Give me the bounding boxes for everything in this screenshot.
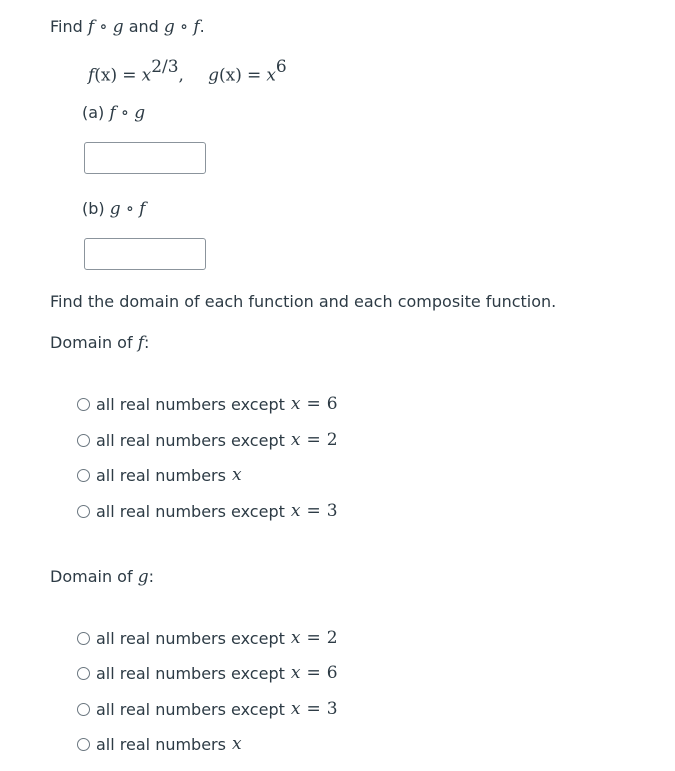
g-def-arg: (x)	[219, 65, 242, 86]
part-b-answer-input[interactable]	[84, 238, 206, 270]
g-def-base: x	[266, 65, 276, 86]
option-var: x	[231, 465, 242, 485]
g-def-name: g	[208, 65, 220, 86]
compose-operator: ∘	[120, 103, 130, 123]
f-def-equals: =	[122, 65, 137, 86]
option-value: 2	[326, 430, 338, 450]
g-def-equals: =	[246, 65, 262, 86]
f-def-name: f	[88, 65, 95, 86]
domain-g-label	[50, 567, 154, 587]
option-text: all real numbers except	[96, 394, 285, 414]
compose-operator: ∘	[99, 17, 108, 37]
compose-operator: ∘	[125, 199, 135, 219]
part-a-answer-input[interactable]	[84, 142, 206, 174]
option-text: all real numbers except	[96, 699, 285, 719]
option-text: all real numbers	[96, 734, 226, 754]
domain-f-label	[50, 333, 149, 353]
domain-g-option[interactable]	[77, 628, 338, 648]
part-a-g-symbol: g	[134, 103, 146, 123]
instruction-f-symbol: f	[193, 17, 200, 37]
option-equals: =	[306, 699, 321, 719]
option-equals: =	[306, 430, 321, 450]
instruction-and: and	[128, 17, 159, 36]
domain-g-option[interactable]	[77, 699, 338, 719]
option-text: all real numbers except	[96, 628, 285, 648]
domain-g-option[interactable]	[77, 734, 242, 754]
option-var: x	[290, 394, 301, 414]
instruction-g-symbol: g	[112, 17, 124, 37]
option-equals: =	[306, 501, 321, 521]
g-def-exponent: 6	[275, 57, 287, 77]
domain-g-colon: :	[148, 567, 154, 586]
option-text: all real numbers except	[96, 501, 285, 521]
instruction-period: .	[199, 17, 205, 36]
radio-button[interactable]	[77, 703, 90, 716]
f-def-exponent: 2/3	[151, 57, 179, 77]
domain-instruction: Find the domain of each function and each composite function.	[50, 292, 557, 311]
option-text: all real numbers	[96, 465, 226, 485]
compose-operator: ∘	[179, 17, 189, 37]
radio-button[interactable]	[77, 632, 90, 645]
part-a-label	[82, 103, 145, 123]
option-var: x	[290, 501, 301, 521]
radio-button[interactable]	[77, 469, 90, 482]
instruction-g-symbol: g	[163, 17, 175, 37]
domain-g-option[interactable]	[77, 663, 338, 683]
domain-g-var: g	[137, 567, 149, 587]
option-var: x	[290, 430, 301, 450]
domain-f-colon: :	[143, 333, 150, 352]
option-value: 6	[326, 394, 338, 414]
part-b-f-symbol: f	[139, 199, 146, 219]
f-def-comma: ,	[178, 65, 184, 86]
f-def-base: x	[141, 65, 152, 86]
instruction-f-symbol: f	[87, 17, 95, 37]
radio-button[interactable]	[77, 738, 90, 751]
option-var: x	[290, 628, 301, 648]
part-a-f-symbol: f	[109, 103, 116, 123]
instruction-prefix: Find	[50, 17, 83, 36]
f-def-arg: (x)	[94, 65, 118, 86]
option-value: 2	[326, 628, 338, 648]
part-a-tag: (a)	[82, 103, 105, 122]
radio-button[interactable]	[77, 667, 90, 680]
option-text: all real numbers except	[96, 430, 285, 450]
radio-button[interactable]	[77, 434, 90, 447]
question-instruction	[50, 17, 205, 37]
domain-f-option[interactable]	[77, 501, 338, 521]
option-var: x	[231, 734, 242, 754]
domain-f-option[interactable]	[77, 465, 242, 485]
option-var: x	[290, 699, 301, 719]
part-b-g-symbol: g	[109, 199, 121, 219]
domain-f-var: f	[137, 333, 144, 353]
part-b-label	[82, 199, 145, 219]
radio-button[interactable]	[77, 505, 90, 518]
domain-g-prefix: Domain of	[50, 567, 133, 586]
domain-f-prefix: Domain of	[50, 333, 133, 352]
option-equals: =	[306, 663, 321, 683]
option-equals: =	[306, 394, 321, 414]
option-var: x	[290, 663, 301, 683]
option-value: 3	[326, 699, 338, 719]
option-value: 3	[326, 501, 338, 521]
domain-f-option[interactable]	[77, 430, 338, 450]
option-value: 6	[326, 663, 338, 683]
option-equals: =	[306, 628, 321, 648]
domain-f-option[interactable]	[77, 394, 338, 414]
function-definitions	[88, 59, 287, 85]
option-text: all real numbers except	[96, 663, 285, 683]
radio-button[interactable]	[77, 398, 90, 411]
part-b-tag: (b)	[82, 199, 105, 218]
